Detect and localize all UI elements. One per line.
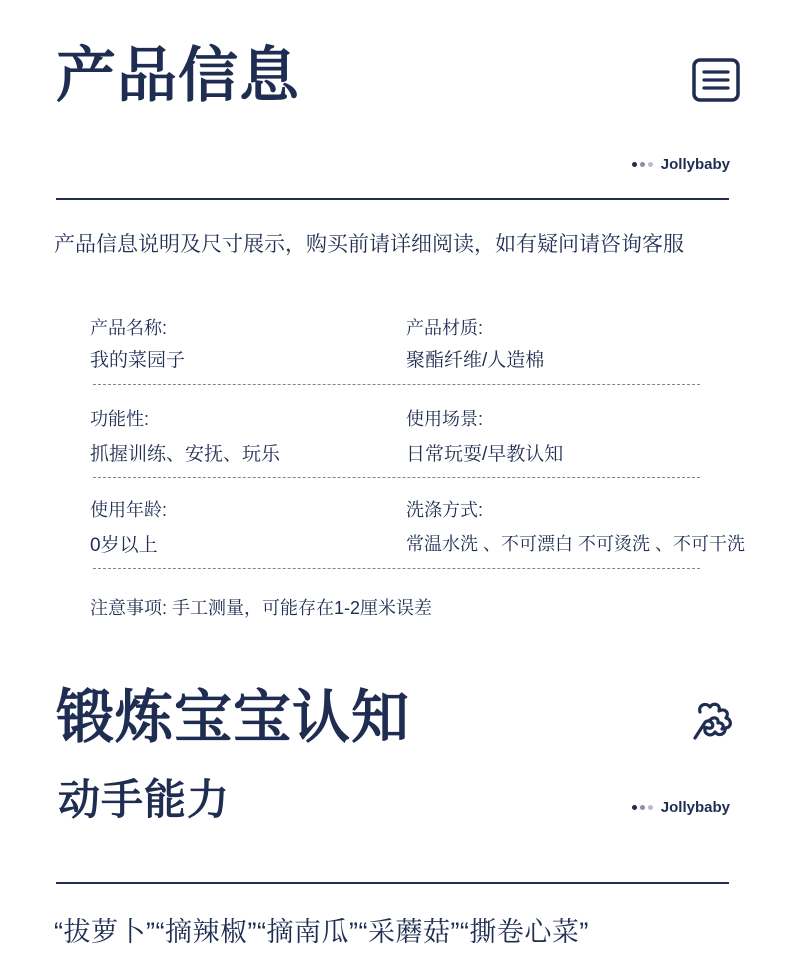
brand-dots-icon [632,162,653,167]
spec-value-material: 聚酯纤维/人造棉 [406,350,545,371]
spec-label-material: 产品材质: [406,318,484,338]
document-list-icon [692,58,740,107]
spec-value-washing: 常温水洗 、不可漂白 不可烫洗 、不可干洗 [406,534,746,554]
brand-name: Jollybaby [660,799,730,816]
spec-label-product-name: 产品名称: [90,318,168,338]
spec-row-divider [93,384,700,385]
spec-value-scenario: 日常玩耍/早教认知 [406,444,564,465]
spec-value-age: 0岁以上 [90,535,158,556]
spec-label-scenario: 使用场景: [406,409,484,429]
spec-value-function: 抓握训练、安抚、玩乐 [90,444,281,465]
brand-mark [632,156,730,173]
activity-tags: “拔萝卜”“摘辣椒”“摘南瓜”“采蘑菇”“撕卷心菜” [54,917,589,947]
product-info-description: 产品信息说明及尺寸展示，购买前请详细阅读，如有疑问请咨询客服 [54,233,684,256]
spec-value-product-name: 我的菜园子 [90,350,186,371]
section-title-product-info: 产品信息 [56,41,300,111]
section-subtitle-hands-on: 动手能力 [58,775,231,824]
section-divider [56,198,729,200]
spec-label-function: 功能性: [90,409,150,429]
measurement-note: 注意事项: 手工测量，可能存在1-2厘米误差 [90,598,433,618]
section-title-cognition: 锻炼宝宝认知 [56,683,411,751]
brand-dots-icon [632,805,653,810]
brand-mark [632,799,730,816]
spec-label-age: 使用年龄: [90,500,168,520]
brand-name: Jollybaby [660,156,730,173]
spec-row-divider [93,477,700,478]
section-divider [56,882,729,884]
spec-label-washing: 洗涤方式: [406,500,484,520]
brain-cognition-icon [692,698,740,751]
spec-row-divider [93,568,700,569]
